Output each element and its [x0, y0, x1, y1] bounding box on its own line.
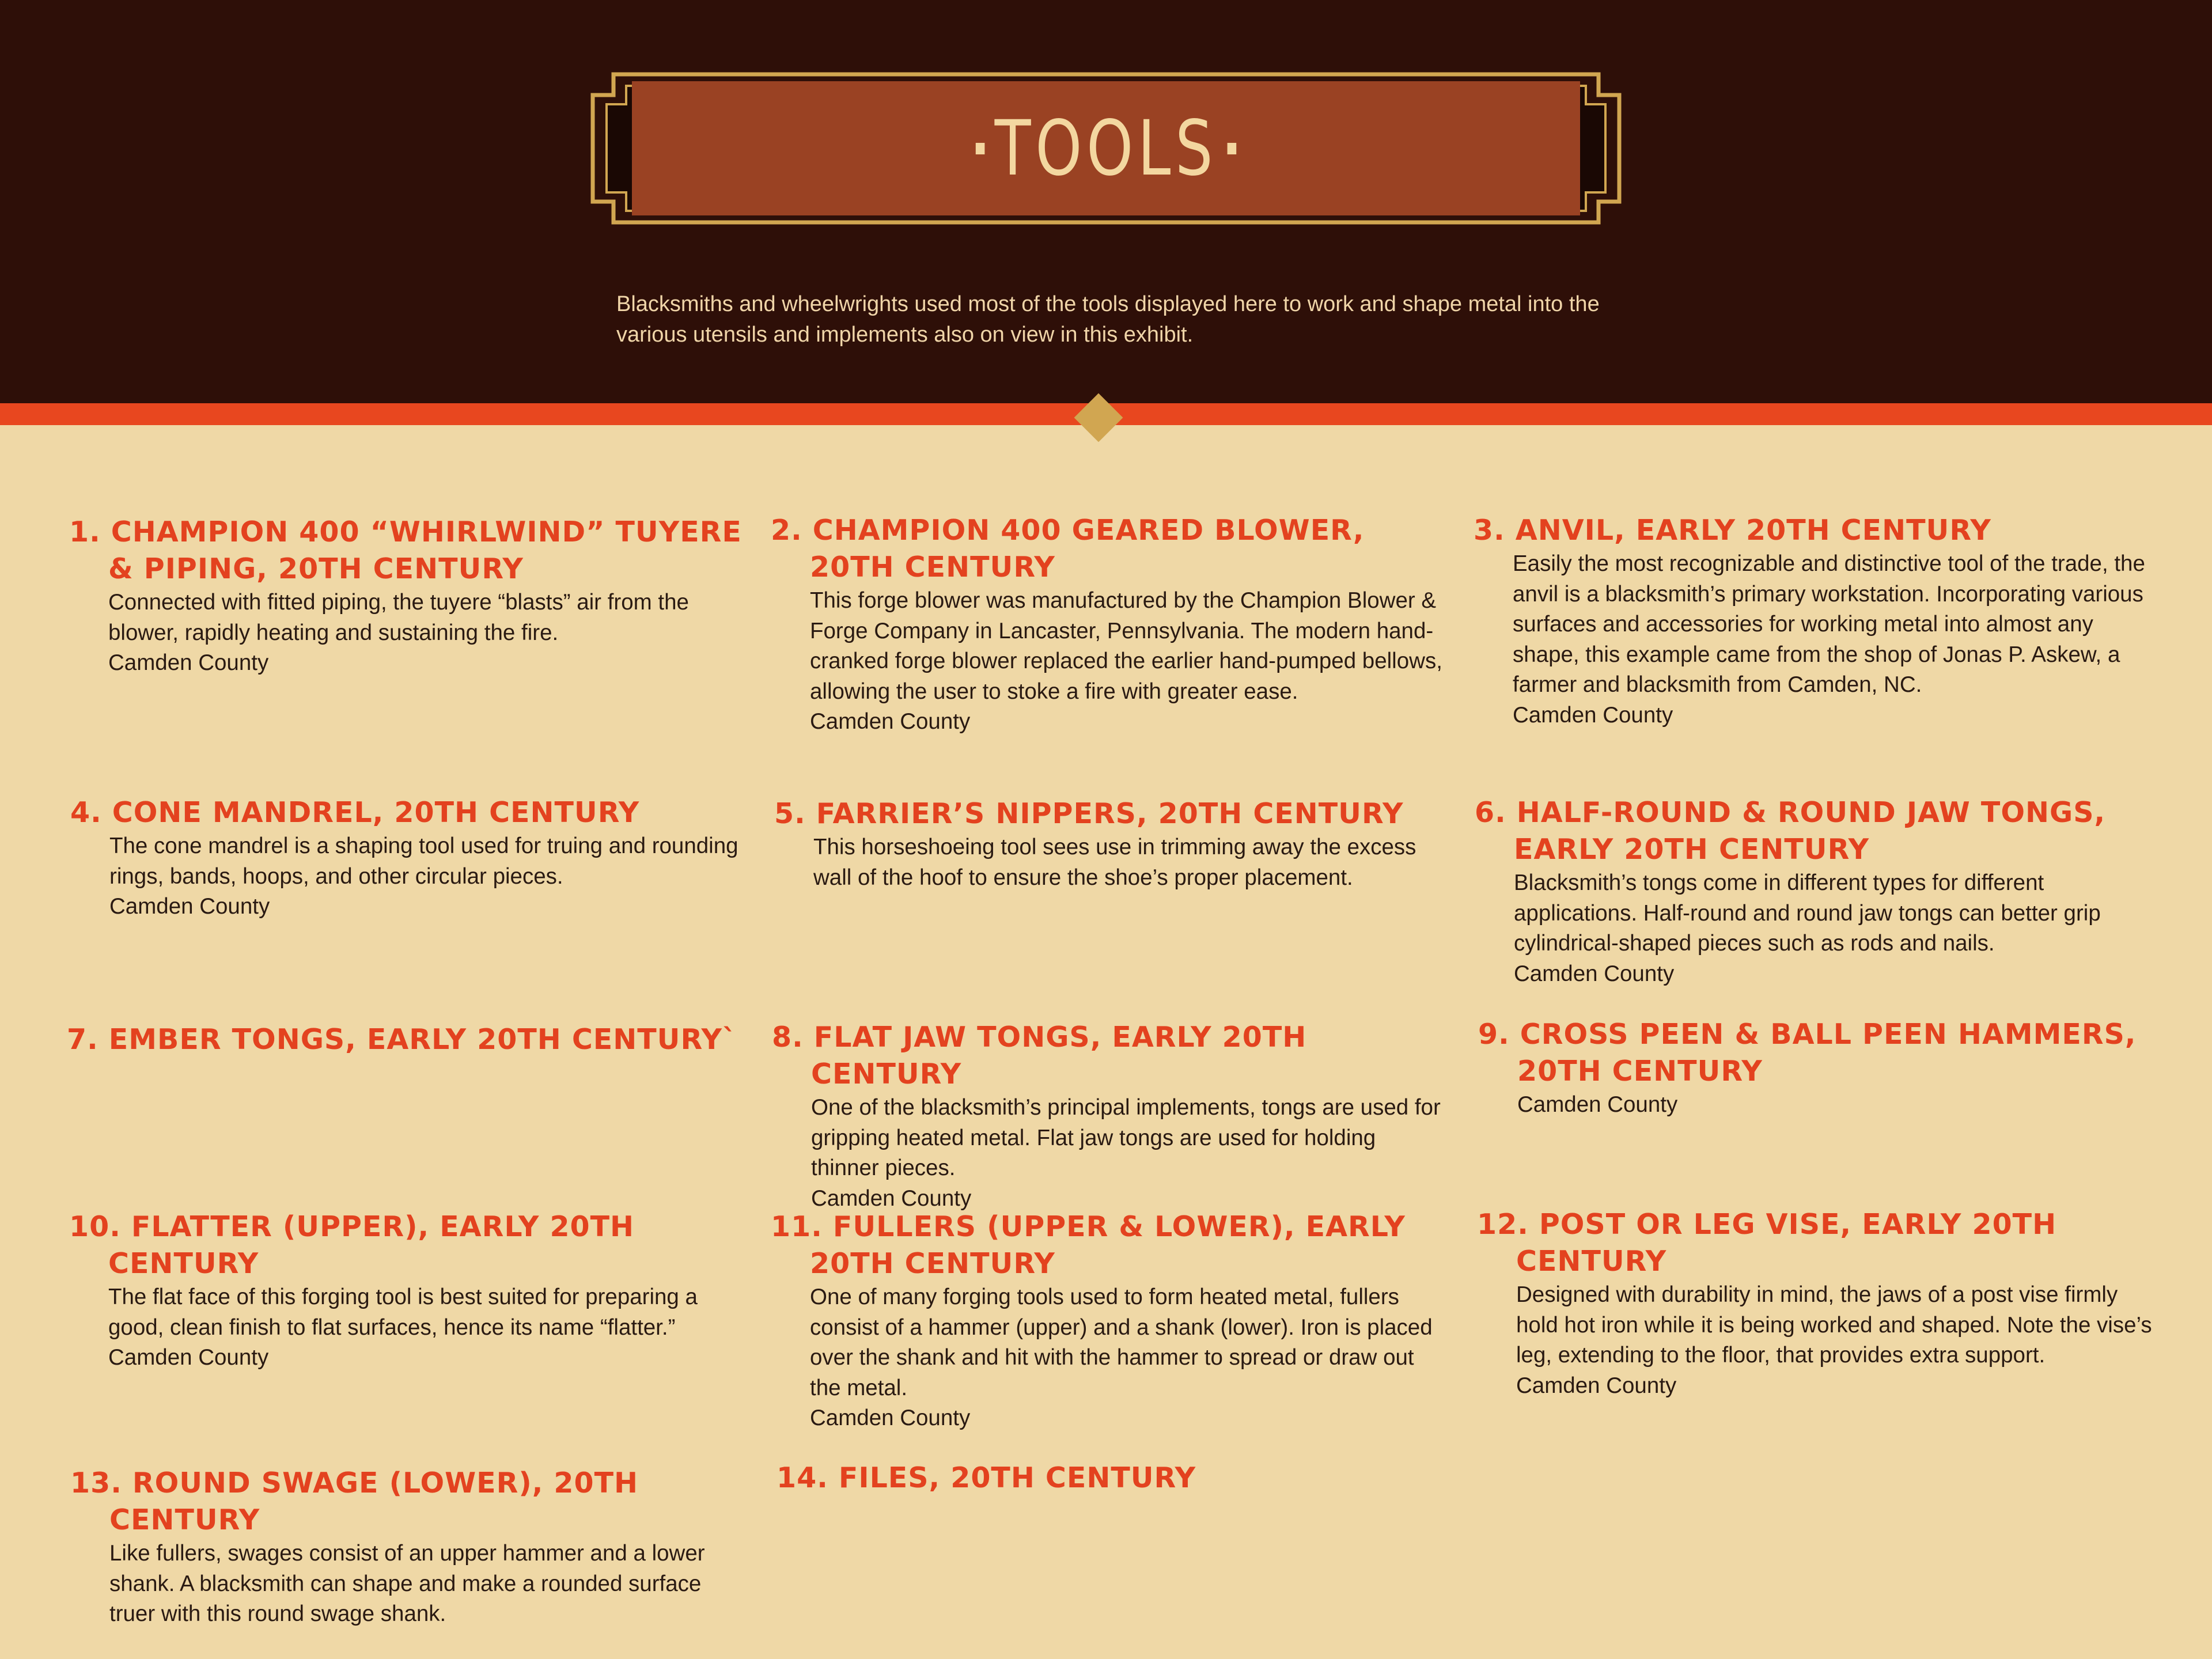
item-13: [70, 1465, 750, 1630]
item-location: Camden County: [811, 1185, 972, 1211]
item-4: [70, 794, 750, 922]
item-description: The flat face of this forging tool is best suited for preparing a good, clean finish to flat surfaces, hence its name “flatter.”: [108, 1285, 698, 1340]
item-6: [1475, 794, 2154, 989]
item-heading: 14. FILES, 20TH CENTURY: [777, 1461, 1196, 1494]
item-description: The cone mandrel is a shaping tool used for truing and rounding rings, bands, hoops, and other circular pieces.: [109, 834, 738, 889]
item-11: [771, 1209, 1445, 1434]
item-heading: 5. FARRIER’S NIPPERS, 20TH CENTURY: [774, 797, 1404, 830]
item-heading: 7. EMBER TONGS, EARLY 20TH CENTURY`: [67, 1023, 737, 1056]
item-5: [774, 796, 1448, 893]
item-heading: 2. CHAMPION 400 GEARED BLOWER, 20TH CENTURY: [771, 514, 1365, 584]
item-location: Camden County: [810, 1406, 971, 1430]
item-2: [771, 512, 1445, 737]
item-description: This horseshoeing tool sees use in trimming away the excess wall of the hoof to ensure the shoe’s proper placement.: [813, 835, 1416, 890]
item-heading: 9. CROSS PEEN & BALL PEEN HAMMERS, 20TH CENTURY: [1478, 1018, 2137, 1088]
item-3: [1474, 512, 2153, 730]
item-description: This forge blower was manufactured by the Champion Blower & Forge Company in Lancaster, Pennsylvania. The modern hand-cranked forge blower replaced the earlier hand-pumped bellows, allowing the user to stoke a fire with greater ease.: [810, 588, 1442, 704]
item-9: [1478, 1016, 2158, 1120]
item-description: One of many forging tools used to form heated metal, fullers consist of a hammer (upper) and a shank (lower). Iron is placed over the shank and hit with the hammer to spread or draw out the metal.: [810, 1285, 1433, 1400]
item-location: Camden County: [108, 650, 269, 675]
item-heading: 10. FLATTER (UPPER), EARLY 20TH CENTURY: [69, 1210, 635, 1280]
page-title: [704, 72, 1508, 225]
item-heading: 8. FLAT JAW TONGS, EARLY 20TH CENTURY: [772, 1021, 1307, 1090]
item-location: Camden County: [1517, 1092, 1678, 1117]
item-14: [777, 1460, 1450, 1497]
item-heading: 13. ROUND SWAGE (LOWER), 20TH CENTURY: [70, 1467, 639, 1536]
title-text: TOOLS: [994, 104, 1218, 193]
item-description: Designed with durability in mind, the jaws of a post vise firmly hold hot iron while it is being worked and shaped. Note the vise’s leg, extending to the floor, that provides extra support.: [1516, 1282, 2152, 1368]
item-8: [772, 1019, 1446, 1214]
item-location: Camden County: [1513, 702, 1673, 728]
item-heading: 12. POST OR LEG VISE, EARLY 20TH CENTURY: [1477, 1208, 2057, 1278]
item-description: Like fullers, swages consist of an upper hammer and a lower shank. A blacksmith can shape and make a rounded surface truer with this round swage shank.: [109, 1541, 705, 1626]
item-heading: 6. HALF-ROUND & ROUND JAW TONGS, EARLY 20TH CENTURY: [1475, 796, 2106, 866]
item-12: [1477, 1206, 2157, 1401]
item-heading: 4. CONE MANDREL, 20TH CENTURY: [70, 796, 640, 829]
title-dot-left: [976, 143, 985, 154]
item-1: [69, 514, 749, 679]
item-heading: 3. ANVIL, EARLY 20TH CENTURY: [1474, 514, 1991, 547]
item-location: Camden County: [1516, 1373, 1677, 1398]
item-location: Camden County: [1514, 961, 1675, 986]
item-description: Easily the most recognizable and distinctive tool of the trade, the anvil is a blacksmith’s primary workstation. Incorporating various surfaces and accessories for working metal into almost any shape, this example came from the shop of Jonas P. Askew, a farmer and blacksmith from Camden, NC.: [1513, 551, 2145, 697]
title-dot-right: [1228, 143, 1237, 154]
item-7: [67, 1021, 787, 1058]
item-heading: 1. CHAMPION 400 “WHIRLWIND” TUYERE & PIPING, 20TH CENTURY: [69, 516, 742, 585]
item-location: Camden County: [810, 709, 971, 734]
item-description: One of the blacksmith’s principal implements, tongs are used for gripping heated metal. Flat jaw tongs are used for holding thinner pieces.: [811, 1095, 1441, 1180]
item-10: [69, 1209, 749, 1373]
title-plaque: [590, 72, 1622, 225]
item-heading: 11. FULLERS (UPPER & LOWER), EARLY 20TH CENTURY: [771, 1210, 1406, 1280]
item-location: Camden County: [108, 1345, 269, 1370]
intro-text: Blacksmiths and wheelwrights used most of the tools displayed here to work and shape metal into the various utensils and implements also on view in this exhibit.: [616, 292, 1600, 347]
item-description: Blacksmith’s tongs come in different types for different applications. Half-round and round jaw tongs can better grip cylindrical-shaped pieces such as rods and nails.: [1514, 870, 2101, 956]
item-description: Connected with fitted piping, the tuyere “blasts” air from the blower, rapidly heating and sustaining the fire.: [108, 590, 689, 645]
item-location: Camden County: [109, 894, 270, 919]
